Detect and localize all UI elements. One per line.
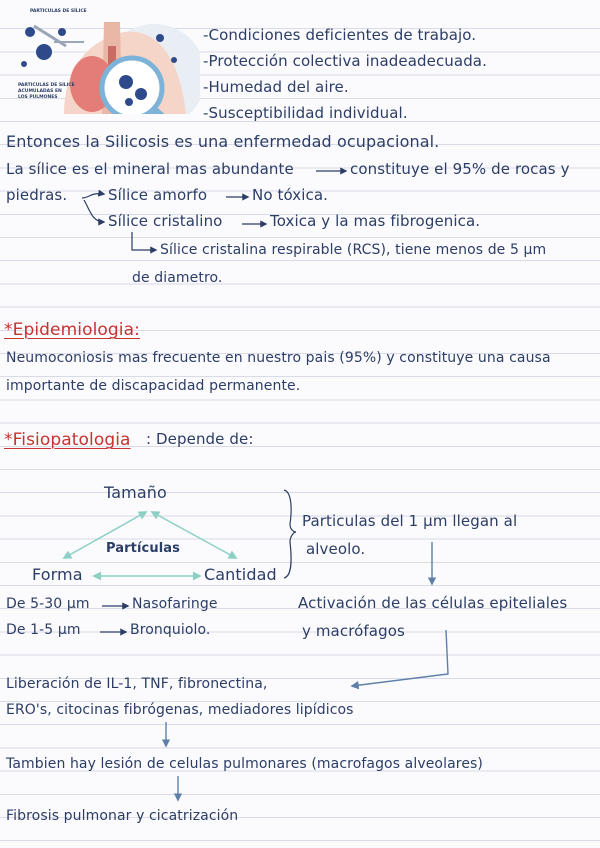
llegan-line2: alveolo. [306,540,366,558]
arrow-to-rcs [132,232,156,250]
epidemiologia-heading: *Epidemiologia: [4,320,140,340]
activacion-line1: Activación de las células epiteliales [298,594,568,612]
no-toxica: No tóxica. [252,186,329,204]
fibrosis-line: Fibrosis pulmonar y cicatrización [6,808,239,824]
epidemiologia-line1: Neumoconiosis mas frecuente en nuestro pais (95%) y constituye una causa [6,350,551,366]
illustration-label-line3: LOS PULMONES [18,95,58,100]
activacion-line2: y macrófagos [302,622,405,640]
label-tamano: Tamaño [104,483,167,502]
arrow-to-liberacion [352,630,448,686]
lesion-line: Tambien hay lesión de celulas pulmonares (macrofagos alveolares) [6,756,483,772]
triangle-arrow-forma-tamano [64,512,146,558]
intro-line2b: constituye el 95% de rocas y [350,160,570,178]
fisiopatologia-suffix: : Depende de: [146,430,254,448]
liberacion-line2: ERO's, citocinas fibrógenas, mediadores lipídicos [6,702,354,718]
illustration-label-line2: ACUMULADAS EN [18,89,62,94]
label-particulas: Partículas [106,541,180,556]
destination-2: Bronquiolo. [130,622,211,638]
bracket-right [284,490,296,578]
factor-item: -Susceptibilidad individual. [203,104,408,122]
fisiopatologia-heading: *Fisiopatologia [4,430,131,450]
intro-line1: Entonces la Silicosis es una enfermedad ocupacional. [6,132,440,151]
label-cantidad: Cantidad [204,565,277,584]
size-range-2: De 1-5 µm [6,622,81,638]
destination-1: Nasofaringe [132,596,218,612]
branch-arrow-amorfo [82,194,104,198]
illustration-label-line1: PARTICULAS DE SILICE [18,83,75,88]
branch-arrow-cristalino [84,200,104,222]
label-forma: Forma [32,565,83,584]
factor-item: -Condiciones deficientes de trabajo. [203,26,477,44]
triangle-arrow-tamano-cantidad [152,512,236,558]
silice-amorfo: Sílice amorfo [108,186,208,204]
toxica: Toxica y la mas fibrogenica. [270,212,481,230]
rcs-line1: Sílice cristalina respirable (RCS), tiene menos de 5 µm [160,242,547,258]
silice-cristalino: Sílice cristalino [108,212,223,230]
llegan-line1: Particulas del 1 µm llegan al [302,512,518,530]
intro-line2: La sílice es el mineral mas abundante [6,160,294,178]
size-range-1: De 5-30 µm [6,596,90,612]
intro-line3: piedras. [6,186,68,204]
illustration-label-top: PARTICULAS DE SÍLICE [30,9,87,14]
rcs-line2: de diametro. [132,270,223,286]
liberacion-line1: Liberación de IL-1, TNF, fibronectina, [6,676,268,692]
factor-item: -Protección colectiva inadeadecuada. [203,52,487,70]
factor-item: -Humedad del aire. [203,78,349,96]
epidemiologia-line2: importante de discapacidad permanente. [6,378,301,394]
